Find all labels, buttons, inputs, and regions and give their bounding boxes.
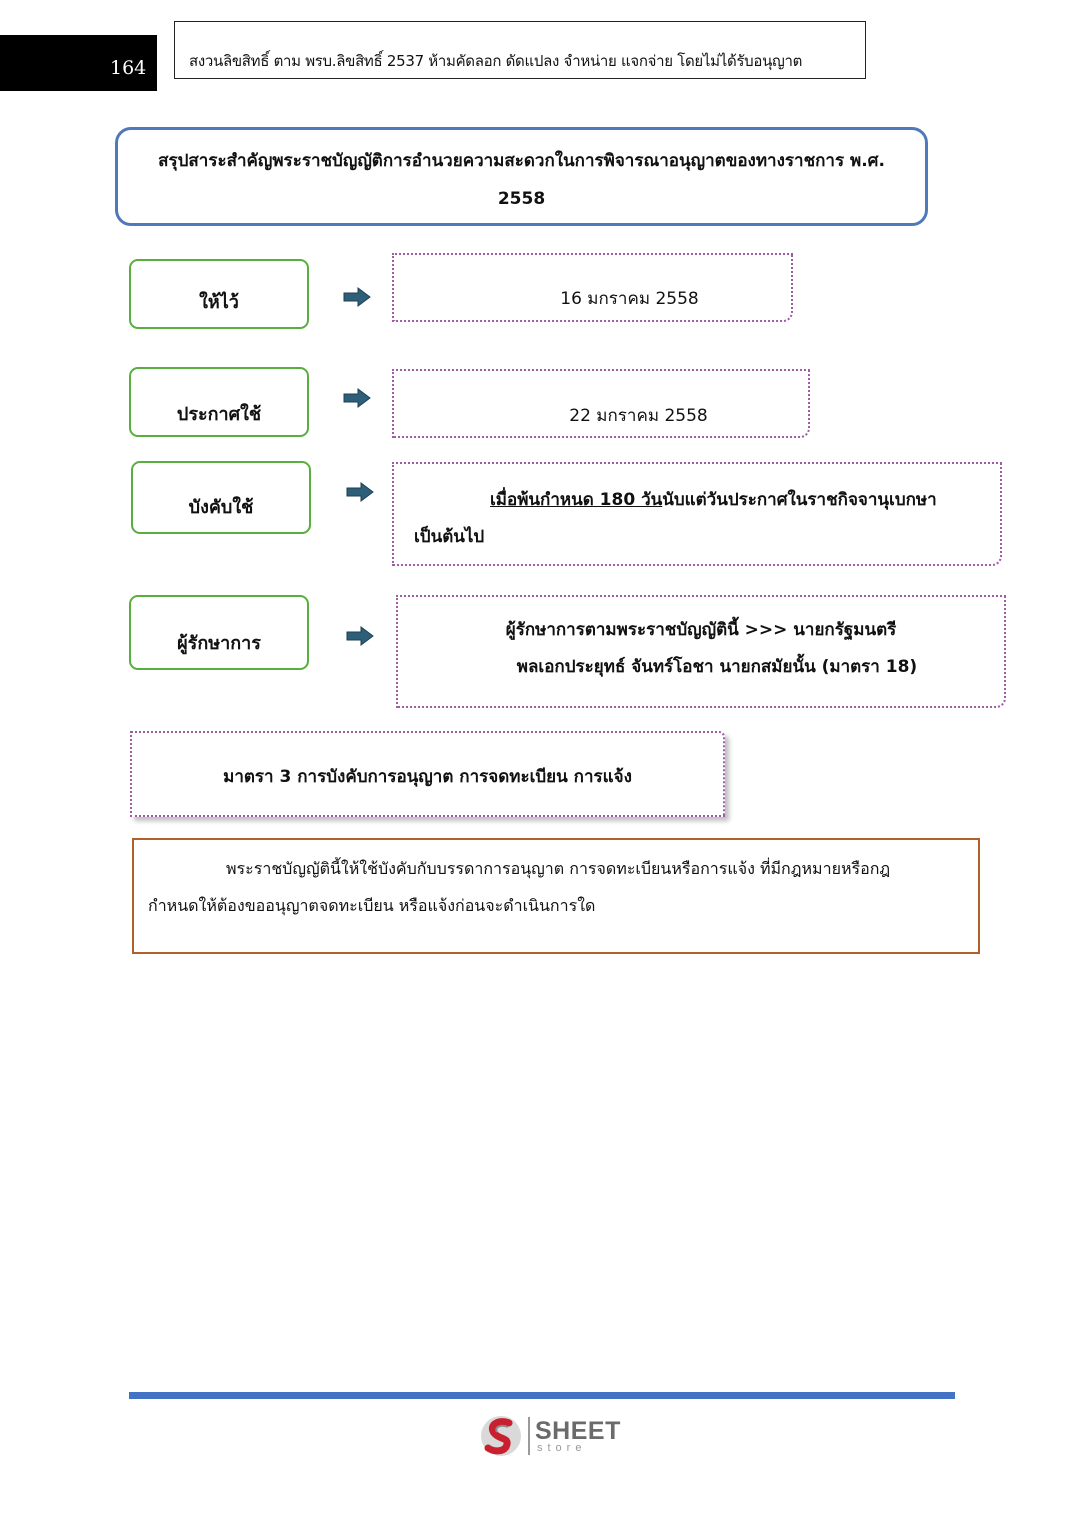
value-administrator (396, 595, 1006, 708)
arrow-right-icon (346, 626, 374, 646)
value-enforced-line-1 (414, 482, 1000, 519)
logo-text: SHEET (535, 1417, 621, 1445)
section-body-box (132, 838, 980, 954)
value-enforced-underlined: เมื่อพ้นกำหนด 180 วัน (490, 490, 663, 510)
value-administrator-line-2: พลเอกประยุทธ์ จันทร์โอชา นายกสมัยนั้น (มาตรา 18) (516, 657, 918, 677)
label-given (129, 259, 309, 329)
value-announced-text: 22 มกราคม 2558 (569, 406, 708, 426)
logo-s-icon (478, 1413, 524, 1459)
section-heading: มาตรา 3 การบังคับการอนุญาต การจดทะเบียน การแจ้ง (223, 767, 632, 787)
title-line-1: สรุปสาระสำคัญพระราชบัญญัติการอำนวยความสะดวกในการพิจารณาอนุญาตของทางราชการ พ.ศ. (158, 151, 885, 171)
label-enforced-text: บังคับใช้ (188, 497, 254, 518)
copyright-text: สงวนลิขสิทธิ์ ตาม พรบ.ลิขสิทธิ์ 2537 ห้ามคัดลอก ดัดแปลง จำหน่าย แจกจ่าย โดยไม่ได้รับอนุญาต (189, 52, 803, 70)
value-given (392, 253, 793, 322)
section-body-line-1: พระราชบัญญัตินี้ให้ใช้บังคับกับบรรดาการอนุญาต การจดทะเบียนหรือการแจ้ง ที่มีกฎหมายหรือกฎ (226, 859, 891, 878)
title-line-2: 2558 (497, 189, 546, 209)
section-heading-box (130, 731, 725, 817)
copyright-notice (174, 21, 866, 79)
value-announced (392, 369, 810, 438)
label-administrator-text: ผู้รักษาการ (177, 633, 261, 654)
arrow-right-icon (343, 388, 371, 408)
summary-title-box (115, 127, 928, 226)
label-announced (129, 367, 309, 437)
footer-divider (129, 1392, 955, 1399)
label-given-text: ให้ไว้ (199, 292, 239, 313)
value-enforced-rest: นับแต่วันประกาศในราชกิจจานุเบกษา (662, 490, 937, 510)
value-enforced-line-2: เป็นต้นไป (414, 527, 485, 547)
section-body-line-2: กำหนดให้ต้องขออนุญาตจดทะเบียน หรือแจ้งก่อนจะดำเนินการใด (148, 896, 596, 915)
label-announced-text: ประกาศใช้ (176, 404, 262, 425)
value-enforced (392, 462, 1002, 566)
logo-separator (528, 1417, 530, 1455)
label-enforced (131, 461, 311, 534)
arrow-right-icon (346, 482, 374, 502)
sheet-store-logo (478, 1413, 628, 1461)
arrow-right-icon (343, 287, 371, 307)
logo-subtext: store (537, 1442, 587, 1454)
value-administrator-line-1: ผู้รักษาการตามพระราชบัญญัตินี้ >>> นายกรัฐมนตรี (505, 620, 897, 640)
label-administrator (129, 595, 309, 670)
value-given-text: 16 มกราคม 2558 (560, 289, 699, 309)
page-number: 164 (110, 57, 147, 79)
page-number-tab (0, 35, 157, 91)
